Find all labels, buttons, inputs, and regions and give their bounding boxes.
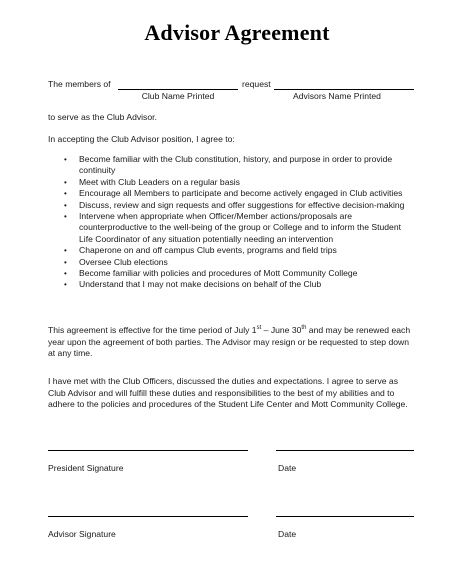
page-title: Advisor Agreement xyxy=(144,20,330,45)
bullet-icon: • xyxy=(64,212,67,222)
advisor-signature-line[interactable] xyxy=(48,516,248,517)
list-item: • Encourage all Members to participate and become actively engaged in Club activities xyxy=(64,188,403,199)
advisor-name-line xyxy=(274,89,414,90)
serve-text: to serve as the Club Advisor. xyxy=(48,112,157,122)
list-item: • Become familiar with policies and procedures of Mott Community College xyxy=(64,268,358,279)
accepting-text: In accepting the Club Advisor position, I agree to: xyxy=(48,134,235,144)
list-item: • Discuss, review and sign requests and offer suggestions for effective decision-making xyxy=(64,199,405,210)
members-prefix: The members of xyxy=(48,79,111,89)
list-item: • Become familiar with the Club constitution, history, and purpose in order to provide continuity xyxy=(64,154,393,176)
list-item: • Understand that I may not make decisions on behalf of the Club xyxy=(64,279,322,290)
president-signature-label: President Signature xyxy=(48,463,124,473)
advisor-name-caption: Advisors Name Printed xyxy=(293,91,381,101)
advisor-signature-label: Advisor Signature xyxy=(48,529,116,539)
list-item: • Oversee Club elections xyxy=(64,256,168,267)
advisor-date-label: Date xyxy=(278,529,297,539)
members-request: request xyxy=(242,79,271,89)
list-item: • Chaperone on and off campus Club events, programs and field trips xyxy=(64,245,337,256)
bullet-icon: • xyxy=(64,246,67,256)
president-date-line[interactable] xyxy=(276,450,414,451)
bullet-icon: • xyxy=(64,280,67,290)
effective-paragraph: This agreement is effective for the time period of July 1st – June 30th and may be renewed each year upon the agreement of both parties. The Advisor may resign or be requested to step down at any time. xyxy=(48,325,411,359)
bullet-icon: • xyxy=(64,269,67,279)
duties-list xyxy=(64,154,464,291)
list-item: • Intervene when appropriate when Officer/Member actions/proposals are counterproductive to the well-being of the group or College and to inform the Student Life Coordinator of any situation potentially needing an intervention xyxy=(64,211,401,244)
list-item: • Meet with Club Leaders on a regular basis xyxy=(64,176,240,187)
club-name-caption: Club Name Printed xyxy=(141,91,215,101)
president-signature-line[interactable] xyxy=(48,450,248,451)
bullet-icon: • xyxy=(64,177,67,187)
advisor-date-line[interactable] xyxy=(276,516,414,517)
president-date-label: Date xyxy=(278,463,297,473)
met-paragraph: I have met with the Club Officers, discussed the duties and expectations. I agree to serve as Club Advisor and will fulfill these duties and responsibilities to the best of my abilities and to adhere to the policies and procedures of the Student Life Center and Mott Community College. xyxy=(48,376,408,410)
bullet-icon: • xyxy=(64,155,67,164)
club-name-line xyxy=(118,89,238,90)
bullet-icon: • xyxy=(64,200,67,210)
bullet-icon: • xyxy=(64,257,67,267)
bullet-icon: • xyxy=(64,189,67,199)
